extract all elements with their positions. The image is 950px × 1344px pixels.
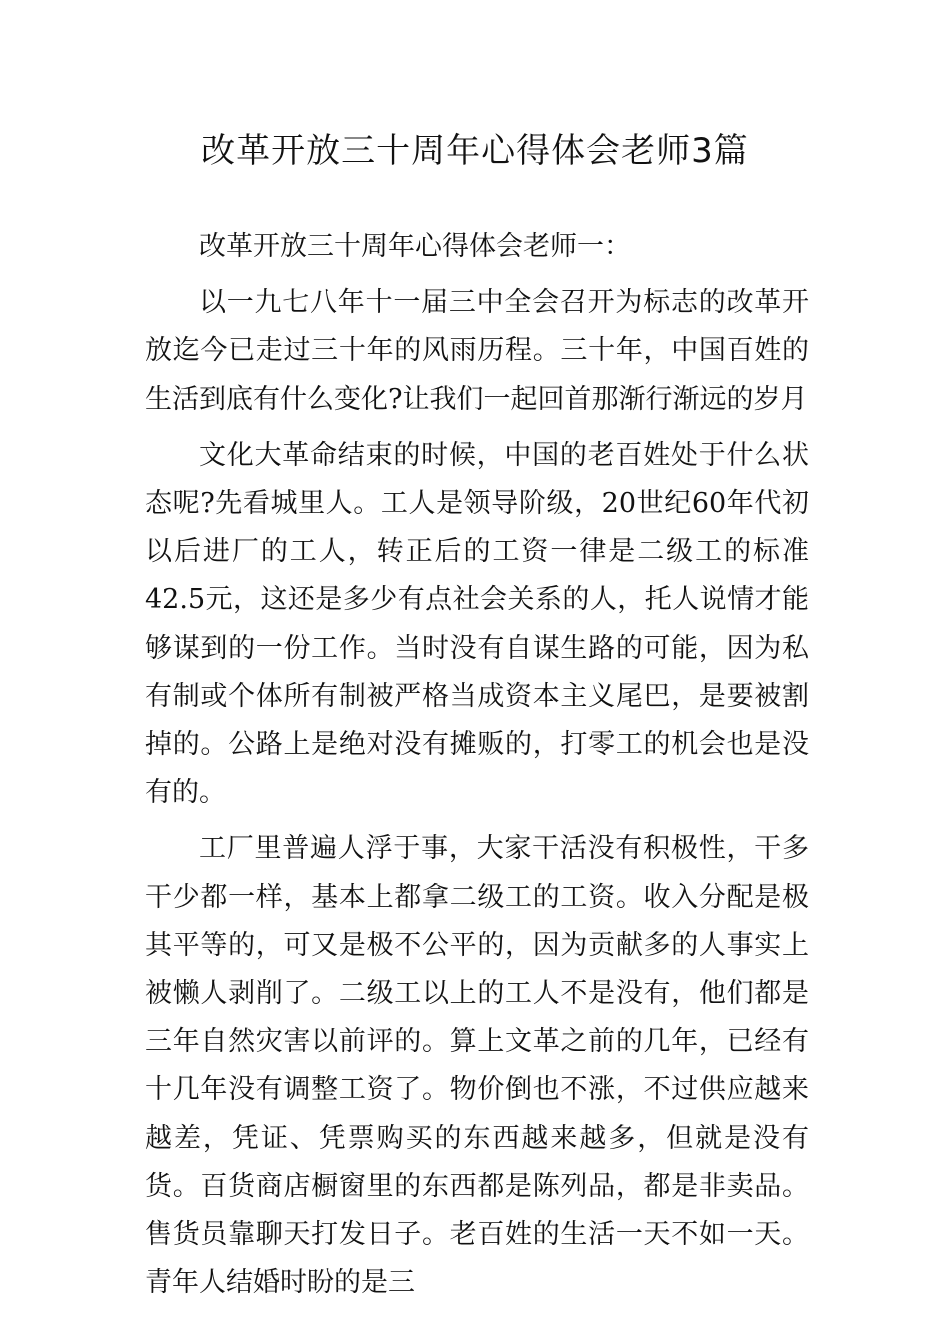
paragraph: 工厂里普遍人浮于事，大家干活没有积极性，干多干少都一样，基本上都拿二级工的工资。收入分配是极其平等的，可又是极不公平的，因为贡献多的人事实上被懒人剥削了。二级工以上的工人不是没有，他们都是三年自然灾害以前评的。算上文革之前的几年，已经有十几年没有调整工资了。物价倒也不涨，不过供应越来越差，凭证、凭票购买的东西越来越多，但就是没有货。百货商店橱窗里的东西都是陈列品，都是非卖品。售货员靠聊天打发日子。老百姓的生活一天不如一天。青年人结婚时盼的是三 (145, 833, 809, 1299)
section-heading: 改革开放三十周年心得体会老师一： (199, 231, 631, 262)
paragraph: 以一九七八年十一届三中全会召开为标志的改革开放迄今已走过三十年的风雨历程。三十年，中国百姓的生活到底有什么变化?让我们一起回首那渐行渐远的岁月 (145, 287, 809, 415)
paragraph: 文化大革命结束的时候，中国的老百姓处于什么状态呢?先看城里人。工人是领导阶级，20世纪60年代初以后进厂的工人，转正后的工资一律是二级工的标准42.5元，这还是多少有点社会关系的人，托人说情才能够谋到的一份工作。当时没有自谋生路的可能，因为私有制或个体所有制被严格当成资本主义尾巴，是要被割掉的。公路上是绝对没有摊贩的，打零工的机会也是没有的。 (145, 439, 809, 809)
document-body (145, 223, 809, 1307)
document-title: 改革开放三十周年心得体会老师3篇 (201, 131, 749, 171)
